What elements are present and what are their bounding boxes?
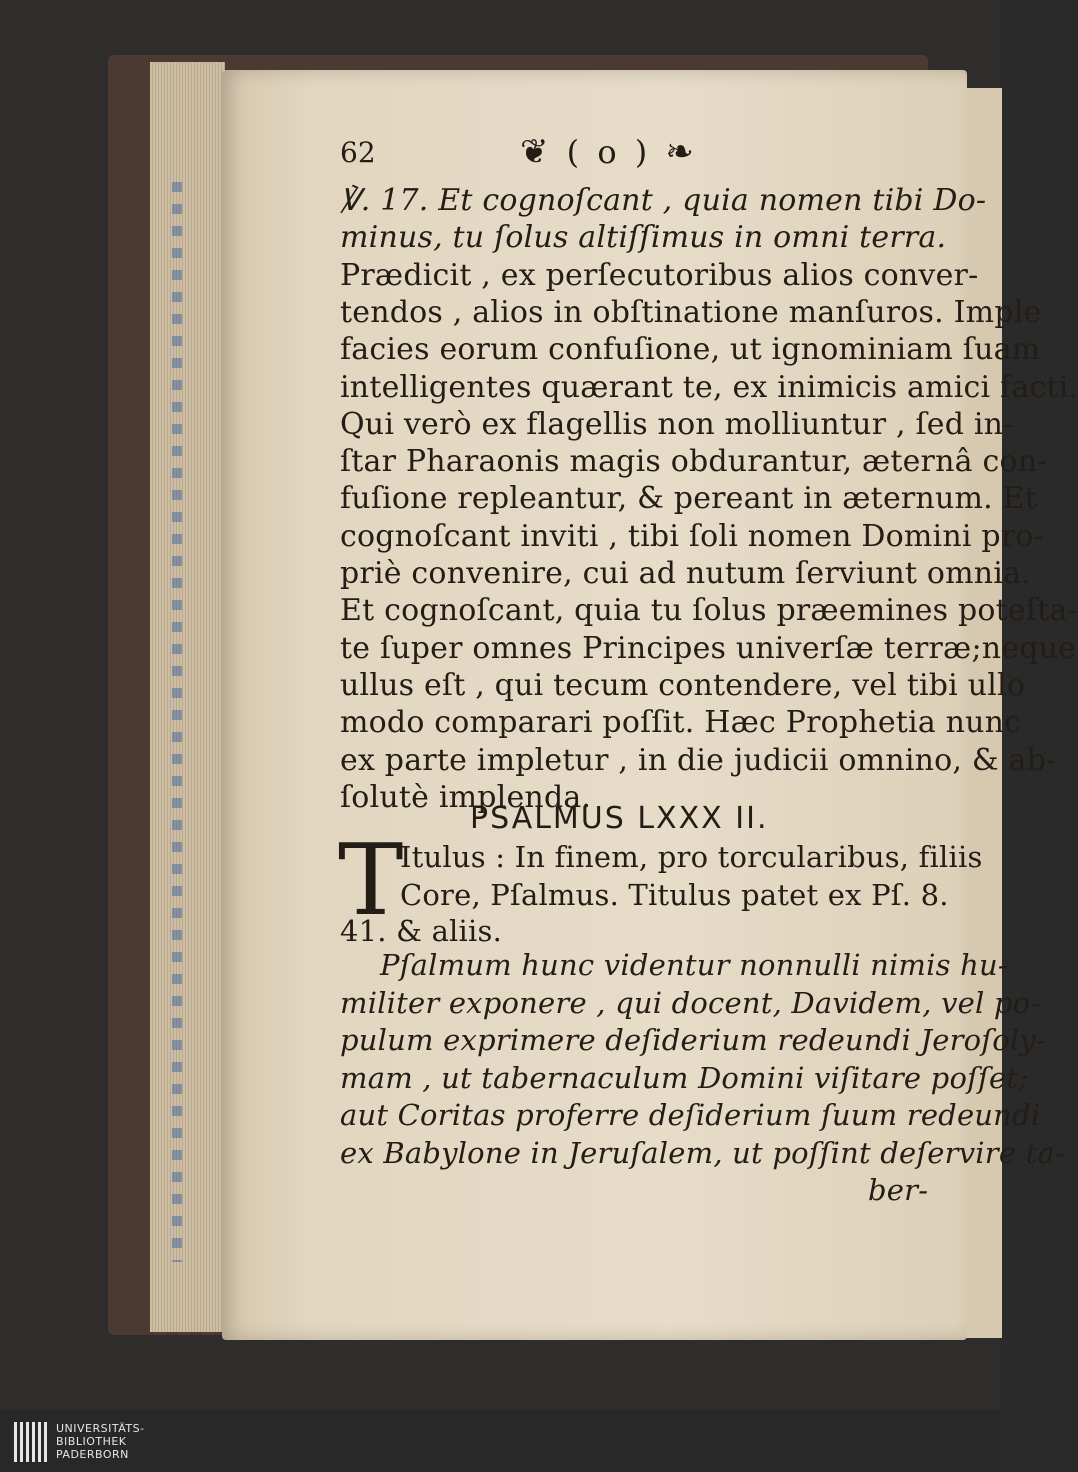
- text-line: Et cognoſcant, quia tu ſolus præemines poteſta-: [340, 593, 1078, 629]
- text-line: priè convenire, cui ad nutum ſerviunt omnia.: [340, 556, 1031, 591]
- footer-bar: [0, 1410, 1000, 1472]
- text-line: ſtar Pharaonis magis obdurantur, æternâ con-: [340, 444, 1048, 480]
- running-head: [520, 132, 698, 172]
- psalm-title: PSALMUS LXXX II.: [470, 801, 769, 836]
- text-line: Prædicit , ex perſecutoribus alios conver-: [340, 257, 979, 293]
- text-line: ℣. 17. Et cognoſcant , quia nomen tibi Do-: [340, 183, 987, 218]
- text-line: mam , ut tabernaculum Domini viſitare poſſet;: [340, 1060, 1029, 1095]
- text-line: minus, tu ſolus altiſſimus in omni terra.: [340, 220, 947, 256]
- text-line: Qui verò ex flagellis non molliuntur , ſed in-: [340, 406, 1014, 442]
- text-line: ullus eſt , qui tecum contendere, vel tibi ullo: [340, 667, 1026, 703]
- text-line: cognoſcant inviti , tibi ſoli nomen Domini pro-: [340, 518, 1044, 554]
- page-edges: [150, 62, 225, 1332]
- text-line: ber-: [868, 1173, 929, 1207]
- text-line: tendos , alios in obſtinatione manſuros. Imple: [340, 294, 1042, 330]
- right-ornament-icon: ❧: [665, 132, 698, 172]
- library-logo-text: [56, 1422, 145, 1461]
- logo-line-1: UNIVERSITÄTS-: [56, 1422, 145, 1435]
- library-logo-icon: [14, 1422, 50, 1462]
- text-line: te ſuper omnes Principes univerſæ terræ;neque: [340, 630, 1077, 666]
- text-line: pulum exprimere deſiderium redeundi Jeroſoly-: [340, 1023, 1046, 1057]
- text-line: fuſione repleantur, & pereant in æternum. Et: [340, 481, 1037, 517]
- drop-cap: T: [338, 824, 404, 938]
- logo-line-3: PADERBORN: [56, 1448, 129, 1461]
- text-line: aut Coritas proferre deſiderium ſuum redeundi: [340, 1098, 1041, 1132]
- text-line: ex Babylone in Jeruſalem, ut poſſint deſervire ta-: [340, 1135, 1065, 1170]
- logo-line-2: BIBLIOTHEK: [56, 1435, 127, 1448]
- text-line: facies eorum confuſione, ut ignominiam ſuam: [340, 332, 1041, 368]
- left-ornament-icon: ❦: [520, 132, 553, 172]
- page-header: [340, 130, 930, 180]
- text-line: Pſalmum hunc videntur nonnulli nimis hu-: [380, 948, 1008, 982]
- text-line: militer exponere , qui docent, Davidem, vel po-: [340, 985, 1041, 1020]
- text-line: ſolutè implenda.: [340, 779, 592, 815]
- titulus-line: Itulus : In finem, pro torcularibus, filiis: [400, 840, 983, 874]
- titulus-line: Core, Pſalmus. Titulus patet ex Pſ. 8.: [400, 878, 949, 912]
- text-line: ex parte impletur , in die judicii omnino, & ab-: [340, 742, 1057, 778]
- folio-number: 62: [340, 136, 376, 169]
- running-head-text: ( o ): [566, 133, 652, 171]
- titulus-line: 41. & aliis.: [340, 914, 502, 948]
- text-line: intelligentes quærant te, ex inimicis amici facti.: [340, 369, 1078, 405]
- text-line: modo comparari poſſit. Hæc Prophetia nunc: [340, 705, 1022, 741]
